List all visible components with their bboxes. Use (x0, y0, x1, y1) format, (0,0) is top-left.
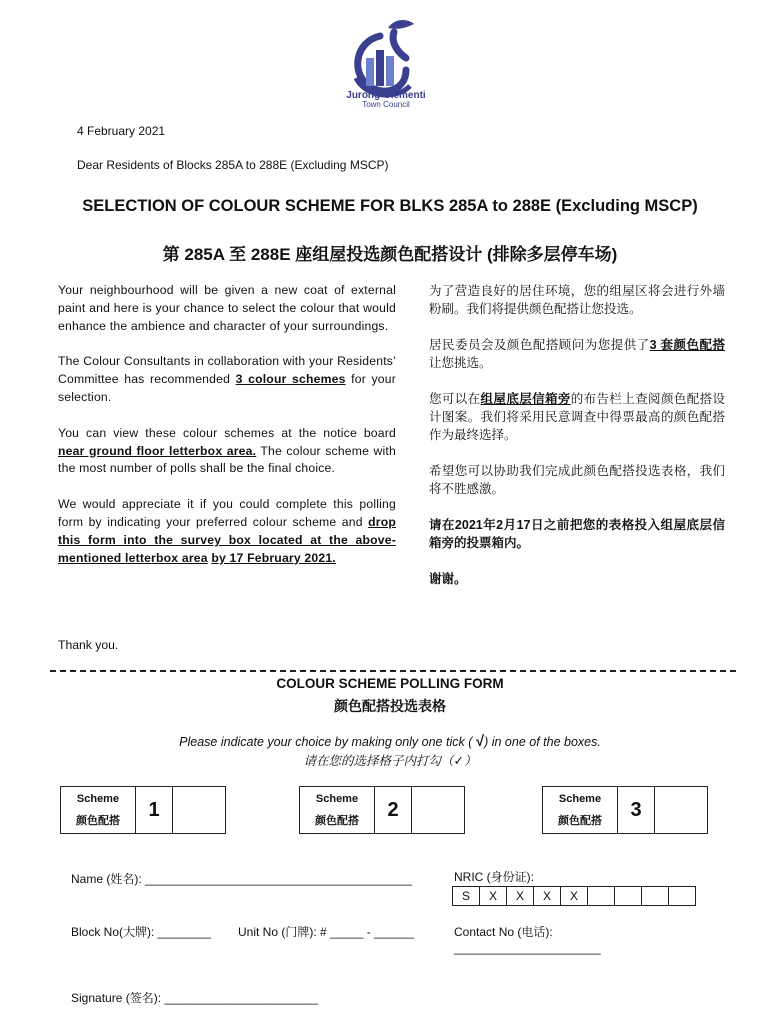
scheme-label: Scheme 颜色配搭 (61, 787, 136, 833)
block-no-field[interactable]: Block No(大牌): ________ (71, 925, 212, 939)
nric-cell[interactable]: X (507, 887, 534, 905)
nric-cell[interactable] (642, 887, 669, 905)
nric-label: NRIC (身份证): (454, 870, 534, 884)
tick-mark: √ (475, 733, 485, 750)
name-field[interactable]: Name (姓名): ________________________________________ (71, 872, 412, 886)
paragraph-en-3: You can view these colour schemes at the notice board near ground floor letterbox area. The colour scheme with the most number of polls shall be the final choice. (58, 425, 396, 476)
nric-cell[interactable] (669, 887, 695, 905)
unit-no-field[interactable]: Unit No (门牌): # _____ - ______ (238, 925, 415, 939)
nric-cell[interactable]: X (561, 887, 588, 905)
paragraph-zh-4: 希望您可以协助我们完成此颜色配搭投选表格，我们将不胜感激。 (429, 464, 725, 496)
logo-name: Jurong-Clementi (346, 90, 426, 101)
form-instruction-zh: 请在您的选择格子内打勾（✓） (303, 754, 477, 768)
nric-cell[interactable]: X (480, 887, 507, 905)
letter-body-zh (429, 282, 725, 606)
contact-no-label: Contact No (电话): (454, 925, 553, 939)
scheme-number: 2 (375, 787, 412, 833)
form-title-zh: 颜色配搭投选表格 (334, 698, 446, 714)
scheme-number: 1 (136, 787, 173, 833)
scheme-label: Scheme 颜色配搭 (300, 787, 375, 833)
scheme-label: Scheme 颜色配搭 (543, 787, 618, 833)
paragraph-zh-2: 居民委员会及颜色配搭顾问为您提供了3 套颜色配搭让您挑选。 (429, 338, 725, 370)
scheme-3-tick-box[interactable] (655, 787, 707, 833)
logo-subtitle: Town Council (362, 100, 410, 109)
scheme-2-tick-box[interactable] (412, 787, 464, 833)
paragraph-en-2: The Colour Consultants in collaboration with your Residents’ Committee has recommended 3 colour schemes for your selection. (58, 354, 396, 404)
thanks-en: Thank you. (58, 638, 119, 652)
letter-title-zh: 第 285A 至 288E 座组屋投选颜色配搭设计 (排除多层停车场) (162, 245, 618, 264)
nric-cell[interactable]: X (534, 887, 561, 905)
contact-no-field[interactable]: ______________________ (454, 941, 601, 955)
scheme-option-1 (60, 786, 226, 834)
cut-line-divider (50, 670, 736, 672)
nric-cell[interactable]: S (453, 887, 480, 905)
letter-salutation: Dear Residents of Blocks 285A to 288E (Excluding MSCP) (77, 158, 389, 172)
letter-body-en (58, 282, 396, 585)
nric-cell[interactable] (615, 887, 642, 905)
paragraph-zh-3: 您可以在组屋底层信箱旁的布告栏上查阅颜色配搭设计图案。我们将采用民意调查中得票最高的颜色配搭作为最终选择。 (429, 392, 725, 442)
paragraph-zh-1: 为了营造良好的居住环境，您的组屋区将会进行外墙粉刷。我们将提供颜色配搭让您投选。 (429, 284, 725, 316)
scheme-option-2 (299, 786, 465, 834)
scheme-option-3 (542, 786, 708, 834)
scheme-1-tick-box[interactable] (173, 787, 225, 833)
paragraph-zh-5: 请在2021年2月17日之前把您的表格投入组屋底层信箱旁的投票箱内。 (429, 518, 725, 550)
scheme-number: 3 (618, 787, 655, 833)
nric-field[interactable] (452, 886, 696, 906)
paragraph-en-1: Your neighbourhood will be given a new coat of external paint and here is your chance to select the colour that would enhance the ambience and character of your surroundings. (58, 283, 396, 333)
form-instruction-en: Please indicate your choice by making only one tick ( √) in one of the boxes. (179, 733, 601, 750)
thanks-zh: 谢谢。 (429, 572, 467, 586)
nric-cell[interactable] (588, 887, 615, 905)
signature-field[interactable]: Signature (签名): _______________________ (71, 991, 318, 1005)
paragraph-en-4: We would appreciate it if you could complete this polling form by indicating your preferred colour scheme and drop this form into the survey box located at the above-mentioned letterbox area by 17 February 2021. (58, 497, 396, 565)
logo-caption (326, 90, 446, 109)
letter-title-en: SELECTION OF COLOUR SCHEME FOR BLKS 285A to 288E (Excluding MSCP) (82, 197, 698, 215)
letter-date: 4 February 2021 (77, 124, 166, 138)
form-title-en: COLOUR SCHEME POLLING FORM (276, 676, 504, 691)
